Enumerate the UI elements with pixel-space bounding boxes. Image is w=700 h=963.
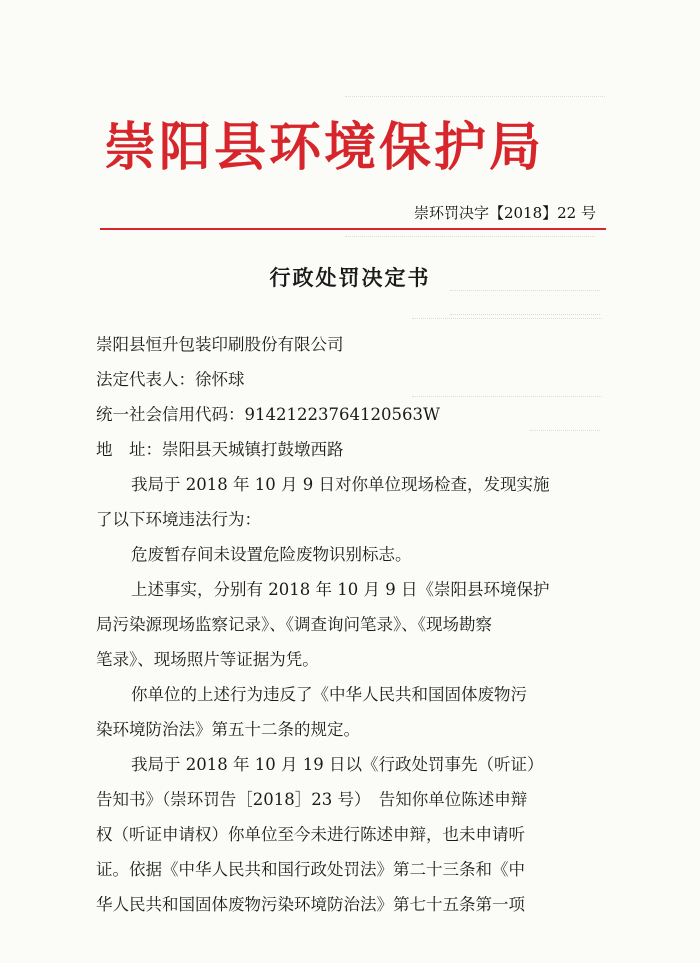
credit-code: 统一社会信用代码：91421223764120563W (96, 405, 440, 424)
body-line: 告知书》（崇环罚告［2018］23 号） 告知你单位陈述申辩 (96, 790, 528, 809)
bleed-through-artifact (412, 396, 602, 407)
document-number: 崇环罚决字【2018】22 号 (413, 204, 596, 222)
body-line: 笔录》、现场照片等证据为凭。 (96, 650, 319, 669)
body-line: 华人民共和国固体废物污染环境防治法》第七十五条第一项 (96, 895, 525, 914)
body-line: 危废暂存间未设置危险废物识别标志。 (131, 545, 412, 564)
body-line: 证。依据《中华人民共和国行政处罚法》第二十三条和《中 (96, 860, 525, 879)
body-line: 权（听证申请权）你单位至今未进行陈述申辩，也未申请听 (96, 825, 525, 844)
address: 地 址：崇阳县天城镇打鼓墩西路 (96, 440, 344, 459)
bleed-through-artifact (345, 96, 605, 107)
header-red-rule (100, 228, 606, 230)
body-line: 上述事实，分别有 2018 年 10 月 9 日《崇阳县环境保护 (131, 580, 550, 599)
agency-name-heading: 崇阳县环境保护局 (104, 118, 545, 178)
party-name: 崇阳县恒升包装印刷股份有限公司 (96, 335, 344, 354)
legal-representative: 法定代表人：徐怀球 (96, 370, 245, 389)
body-line: 你单位的上述行为违反了《中华人民共和国固体废物污 (131, 685, 527, 704)
body-line: 染环境防治法》第五十二条的规定。 (96, 720, 360, 739)
body-line: 局污染源现场监察记录》、《调查询问笔录》、《现场勘察 (96, 615, 492, 634)
body-line: 我局于 2018 年 10 月 9 日对你单位现场检查，发现实施 (131, 475, 550, 494)
body-line: 了以下环境违法行为： (96, 510, 261, 529)
bleed-through-artifact (530, 430, 600, 441)
bleed-through-artifact (345, 236, 595, 247)
body-line: 我局于 2018 年 10 月 19 日以《行政处罚事先（听证） (131, 755, 544, 774)
document-title: 行政处罚决定书 (269, 265, 431, 290)
bleed-through-artifact (412, 318, 602, 329)
